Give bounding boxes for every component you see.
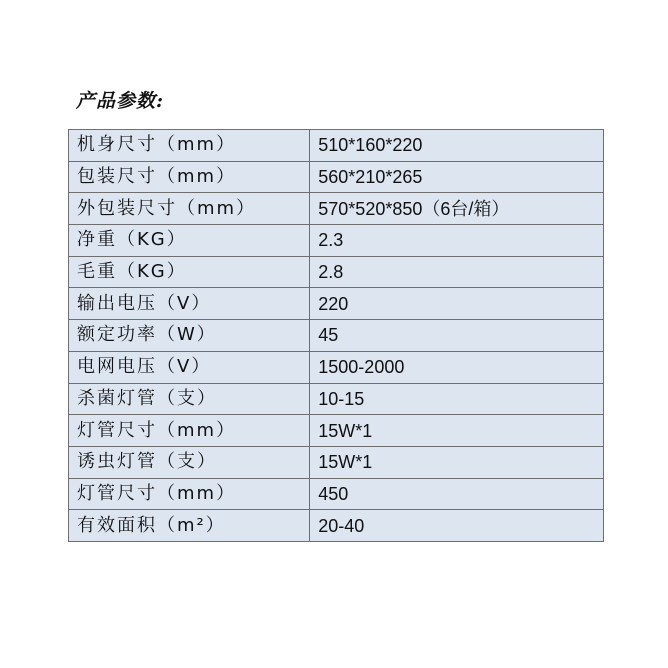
table-row (69, 415, 604, 447)
spec-value: 15W*1 (310, 415, 604, 447)
spec-value: 450 (310, 478, 604, 510)
page-title: 产品参数: (76, 90, 165, 112)
spec-label: 电网电压（V） (69, 351, 310, 383)
spec-table (68, 129, 604, 542)
spec-value: 220 (310, 288, 604, 320)
table-row (69, 256, 604, 288)
table-row (69, 130, 604, 162)
spec-label: 额定功率（W） (69, 320, 310, 352)
spec-label: 输出电压（V） (69, 288, 310, 320)
spec-value: 45 (310, 320, 604, 352)
table-row (69, 225, 604, 257)
spec-label: 外包装尺寸（mm） (69, 193, 310, 225)
table-row (69, 193, 604, 225)
spec-value: 10-15 (310, 383, 604, 415)
spec-label: 诱虫灯管（支） (69, 446, 310, 478)
spec-label: 灯管尺寸（mm） (69, 478, 310, 510)
spec-value: 15W*1 (310, 446, 604, 478)
spec-value: 2.8 (310, 256, 604, 288)
spec-label: 有效面积（m²） (69, 510, 310, 542)
spec-value: 560*210*265 (310, 161, 604, 193)
table-row (69, 288, 604, 320)
spec-label: 净重（KG） (69, 225, 310, 257)
spec-value: 1500-2000 (310, 351, 604, 383)
spec-label: 毛重（KG） (69, 256, 310, 288)
spec-label: 灯管尺寸（mm） (69, 415, 310, 447)
table-row (69, 351, 604, 383)
table-row (69, 320, 604, 352)
table-row (69, 161, 604, 193)
spec-label: 包装尺寸（mm） (69, 161, 310, 193)
spec-value: 2.3 (310, 225, 604, 257)
table-row (69, 478, 604, 510)
table-row (69, 510, 604, 542)
spec-value: 20-40 (310, 510, 604, 542)
spec-label: 杀菌灯管（支） (69, 383, 310, 415)
spec-label: 机身尺寸（mm） (69, 130, 310, 162)
spec-value: 570*520*850（6台/箱） (310, 193, 604, 225)
table-row (69, 446, 604, 478)
table-row (69, 383, 604, 415)
spec-value: 510*160*220 (310, 130, 604, 162)
